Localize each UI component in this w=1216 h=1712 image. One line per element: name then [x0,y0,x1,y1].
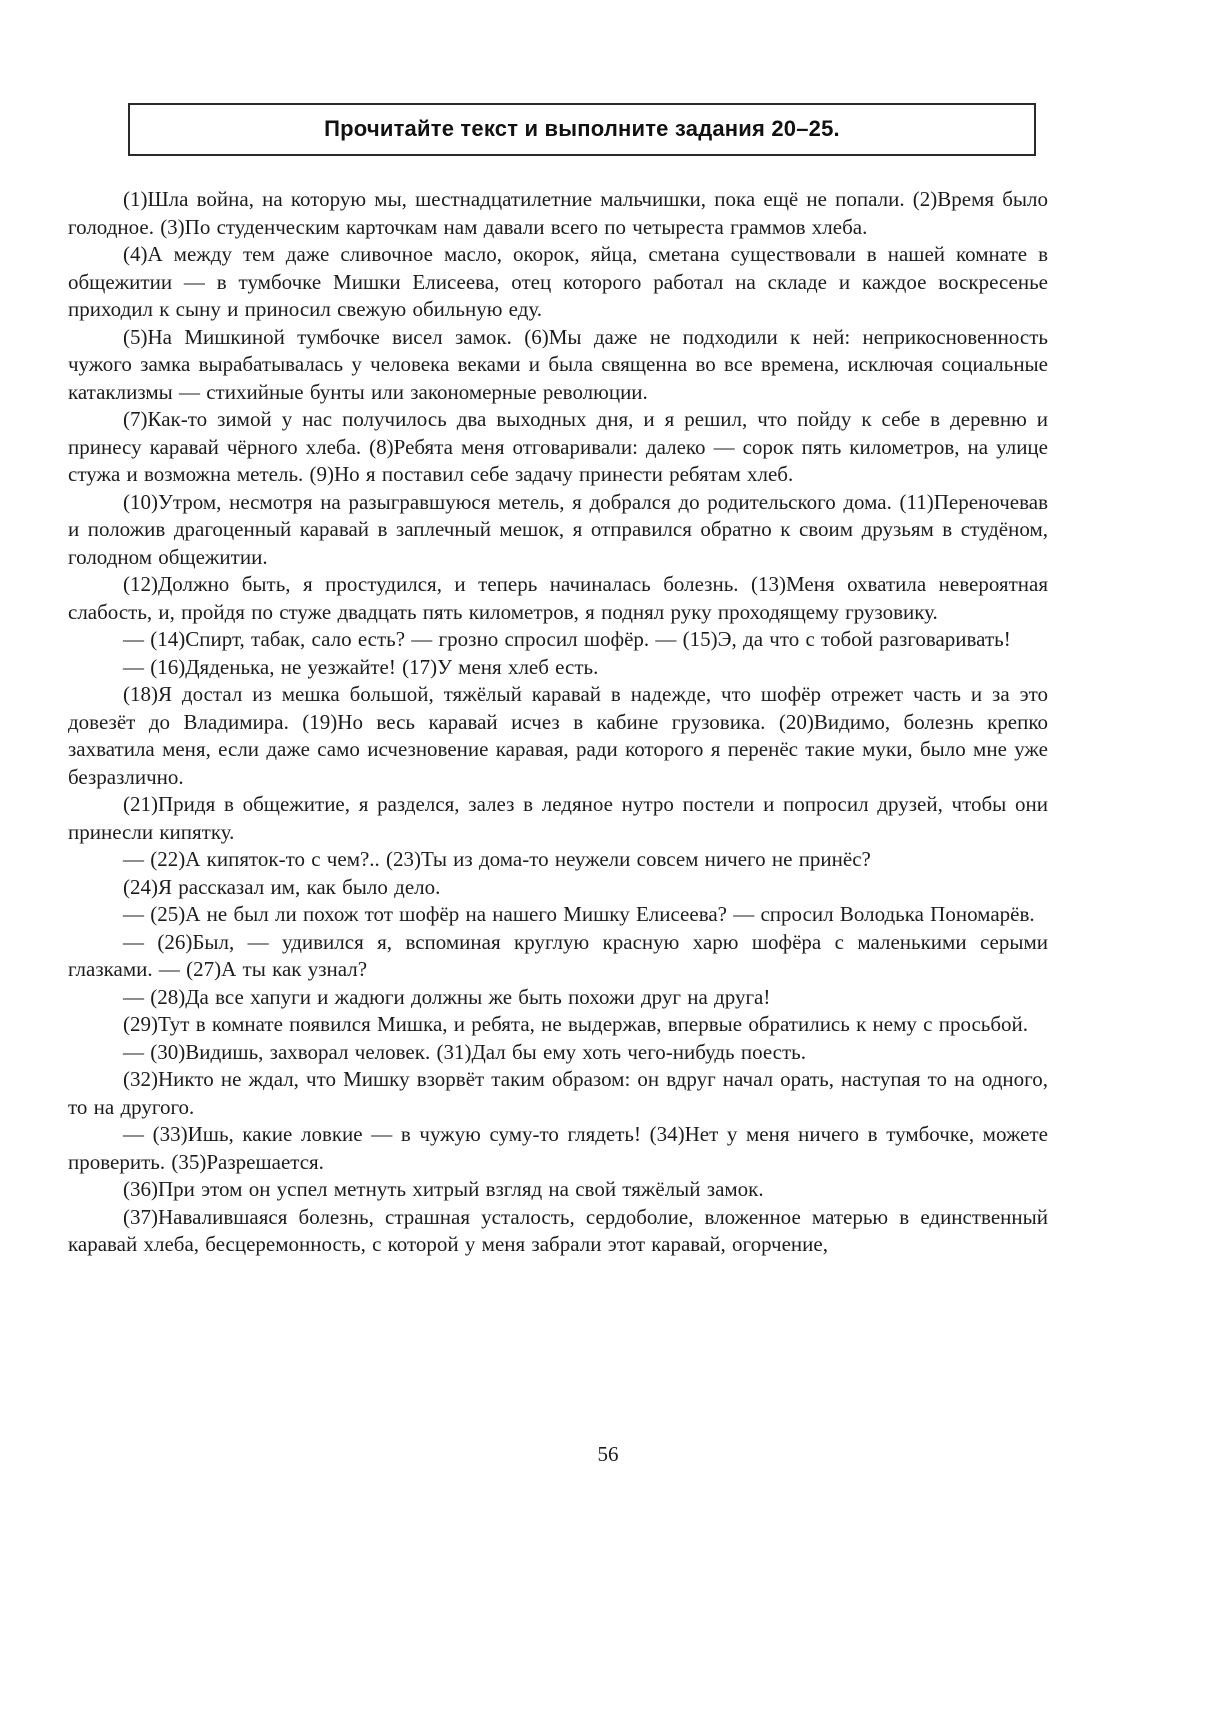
text-body [68,186,1048,1259]
paragraph: — (25)А не был ли похож тот шофёр на нашего Мишку Елисеева? — спросил Володька Пономарёв. [123,902,1035,926]
paragraph: — (30)Видишь, захворал человек. (31)Дал бы ему хоть чего-нибудь поесть. [123,1039,807,1064]
paragraph: — (28)Да все хапуги и жадюги должны же быть похожи друг на друга! [123,984,771,1009]
paragraph: — (26)Был, — удивился я, вспоминая круглую красную харю шофёра с маленькими серыми глазками. — (27)А ты как узнал? [68,929,1048,981]
paragraph: (1)Шла война, на которую мы, шестнадцатилетние мальчишки, пока ещё не попали. (2)Время было голодное. (3)По студенческим карточкам нам давали всего по четыреста граммов хлеба. [68,187,1048,239]
paragraph: (24)Я рассказал им, как было дело. [123,874,441,899]
paragraph: (12)Должно быть, я простудился, и теперь начиналась болезнь. (13)Меня охватила невероятная слабость, и, пройдя по стуже двадцать пять километров, я поднял руку проходящему грузовику. [68,572,1048,624]
paragraph: (4)А между тем даже сливочное масло, окорок, яйца, сметана существовали в нашей комнате в общежитии — в тумбочке Мишки Елисеева, отец которого работал на складе и каждое воскресенье приходил к сыну и приносил свежую обильную еду. [68,242,1048,321]
paragraph: (21)Придя в общежитие, я разделся, залез в ледяное нутро постели и попросил друзей, чтобы они принесли кипятку. [68,792,1048,844]
paragraph: (5)На Мишкиной тумбочке висел замок. (6)Мы даже не подходили к ней: неприкосновенность чужого замка вырабатывалась у человека веками и была священна во все времена, исключая социальные катаклизмы — стихийные бунты или закономерные революции. [68,324,1048,404]
paragraph: — (16)Дяденька, не уезжайте! (17)У меня хлеб есть. [123,654,599,679]
paragraph: (18)Я достал из мешка большой, тяжёлый каравай в надежде, что шофёр отрежет часть и за это довезёт до Владимира. (19)Но весь каравай исчез в кабине грузовика. (20)Видимо, болезнь крепко захватила меня, если даже само исчезновение каравая, ради которого я перенёс такие муки, было мне уже безразлично. [68,682,1048,789]
paragraph: (29)Тут в комнате появился Мишка, и ребята, не выдержав, впервые обратились к нему с просьбой. [123,1012,1029,1036]
paragraph: (7)Как-то зимой у нас получилось два выходных дня, и я решил, что пойду к себе в деревню и принесу каравай чёрного хлеба. (8)Ребята меня отговаривали: далеко — сорок пять километров, на улице стужа и возможна метель. (9)Но я поставил себе задачу принести ребятам хлеб. [68,407,1048,486]
paragraph: (10)Утром, несмотря на разыгравшуюся метель, я добрался до родительского дома. (11)Переночевав и положив драгоценный каравай в заплечный мешок, я отправился обратно к своим друзьям в студёном, голодном общежитии. [68,489,1048,569]
paragraph: — (22)А кипяток-то с чем?.. (23)Ты из дома-то неужели совсем ничего не принёс? [123,847,871,871]
paragraph: (32)Никто не ждал, что Мишку взорвёт таким образом: он вдруг начал орать, наступая то на одного, то на другого. [68,1067,1048,1119]
paragraph: — (33)Ишь, какие ловкие — в чужую суму-то глядеть! (34)Нет у меня ничего в тумбочке, можете проверить. (35)Разрешается. [68,1122,1048,1174]
instruction-box [128,103,1036,156]
page-number: 56 [597,1442,619,1466]
instruction-text: Прочитайте текст и выполните задания 20–25. [324,116,840,141]
paragraph: (36)При этом он успел метнуть хитрый взгляд на свой тяжёлый замок. [123,1177,764,1201]
paragraph: (37)Навалившаяся болезнь, страшная усталость, сердоболие, вложенное матерью в единственный каравай хлеба, бесцеремонность, с которой у меня забрали этот каравай, огорчение, [68,1204,1048,1256]
paragraph: — (14)Спирт, табак, сало есть? — грозно спросил шофёр. — (15)Э, да что с тобой разговаривать! [123,627,1011,651]
